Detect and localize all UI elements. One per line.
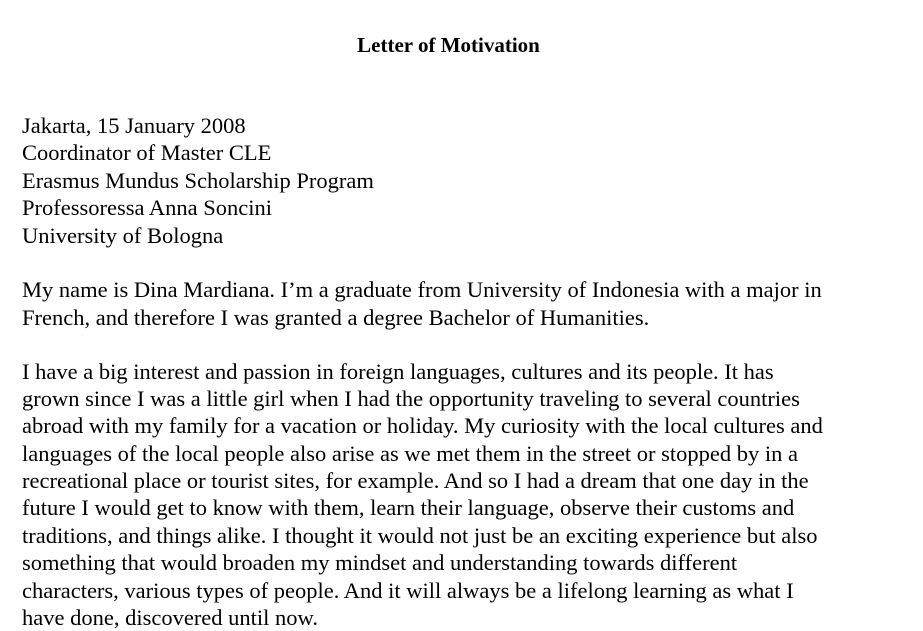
paragraph-line: have done, discovered until now. bbox=[22, 605, 318, 630]
paragraph-line: languages of the local people also arise as we met them in the street or stopped by in a bbox=[22, 441, 799, 466]
paragraph-line: recreational place or tourist sites, for example. And so I had a dream that one day in the bbox=[22, 468, 809, 493]
address-line: Coordinator of Master CLE bbox=[22, 140, 272, 165]
address-line: Erasmus Mundus Scholarship Program bbox=[22, 168, 374, 193]
address-line: Jakarta, 15 January 2008 bbox=[22, 113, 246, 138]
paragraph-line: I have a big interest and passion in foreign languages, cultures and its people. It has bbox=[22, 359, 774, 384]
paragraph-line: traditions, and things alike. I thought it would not just be an exciting experience but also bbox=[22, 523, 818, 548]
address-line: Professoressa Anna Soncini bbox=[22, 195, 272, 220]
paragraph-line: abroad with my family for a vacation or holiday. My curiosity with the local cultures and bbox=[22, 413, 823, 438]
paragraph-line: something that would broaden my mindset and understanding towards different bbox=[22, 550, 738, 575]
paragraph-line: My name is Dina Mardiana. I’m a graduate from University of Indonesia with a major in bbox=[22, 277, 822, 302]
paragraph-line: future I would get to know with them, learn their language, observe their customs and bbox=[22, 495, 795, 520]
address-line: University of Bologna bbox=[22, 223, 224, 248]
paragraph-line: French, and therefore I was granted a degree Bachelor of Humanities. bbox=[22, 305, 650, 330]
paragraph-line: characters, various types of people. And it will always be a lifelong learning as what I bbox=[22, 578, 794, 603]
paragraph-line: grown since I was a little girl when I had the opportunity traveling to several countries bbox=[22, 386, 800, 411]
document-title: Letter of Motivation bbox=[357, 33, 540, 57]
